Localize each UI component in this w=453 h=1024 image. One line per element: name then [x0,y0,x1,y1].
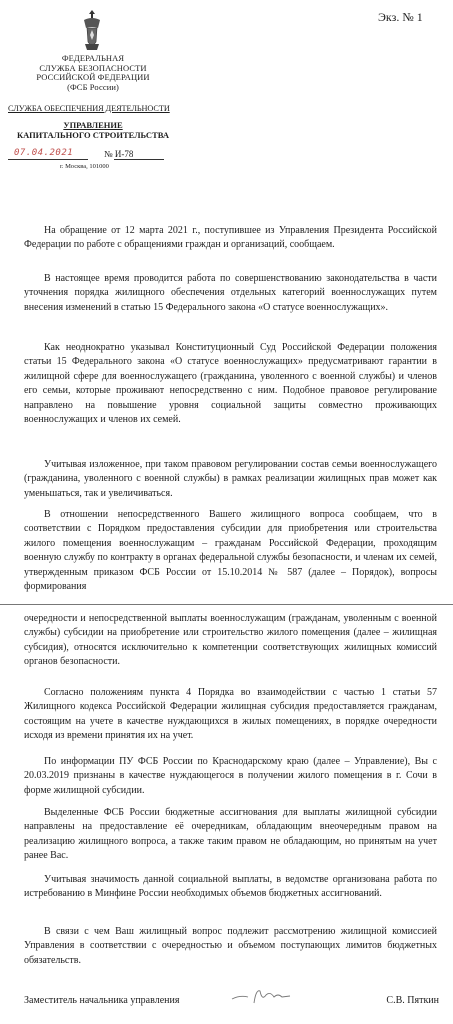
paragraph: очередности и непосредственной выплаты военнослужащим (гражданам, уволенным с военной службы) субсидии на приобретение или строительство жилого помещения (далее – жилищная субсидия), относятся исключительно к компетенции соответствующих жилищных комиссий органов безопасности. [24,613,437,668]
paragraph: На обращение от 12 марта 2021 г., поступившее из Управления Президента Российской Федерации по работе с обращениями граждан и организаций, сообщаем. [24,225,437,251]
org-line: (ФСБ России) [67,81,119,92]
copy-number: Экз. № 1 [378,10,423,24]
fsb-emblem-icon [80,8,104,52]
number-underline [114,159,164,160]
registration-number: № И-78 [104,149,134,159]
paragraph: Согласно положениям пункта 4 Порядка во взаимодействии с частью 1 статьи 57 Жилищного кодекса Российской Федерации жилищная субсидия предоставляется гражданам, состоящим на учете в качестве нуждающихся в жилых помещениях, в порядке очередности исходя из времени принятия их на учет. [24,687,437,742]
registration-date: 07.04.2021 [14,148,74,158]
paragraph: Выделенные ФСБ России бюджетные ассигнования для выплаты жилищной субсидии направлены на предоставление её очередникам, обладающим внеочередным правом на реализацию жилищного вопроса, а также таким правом не обладающим, но принятым на учет ранее Вас. [24,807,437,862]
registration-line [8,150,178,162]
city-address: г. Москва, 101000 [60,163,109,170]
org-line: РОССИЙСКОЙ ФЕДЕРАЦИИ [36,72,150,82]
paragraph: В отношении непосредственного Вашего жилищного вопроса сообщаем, что в соответствии с Порядком предоставления субсидии для приобретения или строительства жилого помещения военнослужащим – гражданам Российской Федерации, проходящим военную службу по контракту в органах федеральной службы безопасности, и членам их семей, утвержденным приказом ФСБ России от 15.10.2014 № 587 (далее – Порядок), вопросы формирования [24,509,437,593]
signatory-position: Заместитель начальника управления [24,995,180,1006]
department-name [8,120,178,140]
signatory-name: С.В. Пяткин [386,995,439,1006]
org-line: СЛУЖБА БЕЗОПАСНОСТИ [39,62,147,73]
paragraph: В настоящее время проводится работа по совершенствованию законодательства в части уточнения порядка жилищного обеспечения отдельных категорий военнослужащих путем внесения изменений в статью 15 Федерального закона «О статусе военнослужащих». [24,273,437,313]
date-underline [8,159,88,160]
department-line: КАПИТАЛЬНОГО СТРОИТЕЛЬСТВА [16,130,170,140]
paragraph: Как неоднократно указывал Конституционный Суд Российской Федерации положения статьи 15 Федерального закона «О статусе военнослужащих» предусматривают гарантии в жилищной сфере для военнослужащего (гражданина, уволенного с военной службы) и членов его семьи, которые проживают непосредственно с ним. Подобное правовое регулирование направлено на повышение уровня социальной защиты совместно проживающих военнослужащих и членов их семей. [24,342,437,426]
department-line: УПРАВЛЕНИЕ [63,120,123,130]
organization-name [8,54,178,92]
paragraph: По информации ПУ ФСБ России по Краснодарскому краю (далее – Управление), Вы с 20.03.2019 признаны в качестве нуждающегося в получении жилого помещения в г. Сочи в форме жилищной субсидии. [24,756,437,796]
org-line: ФЕДЕРАЛЬНАЯ [61,53,125,63]
page-break-line [0,604,453,605]
paragraph: В связи с чем Ваш жилищный вопрос подлежит рассмотрению жилищной комиссией Управления в соответствии с очередностью и объемом поступающих лимитов бюджетных обязательств. [24,926,437,966]
paragraph: Учитывая изложенное, при таком правовом регулировании состав семьи военнослужащего (гражданина, уволенного с военной службы) в рамках реализации жилищных прав может как уменьшаться, так и увеличиваться. [24,459,437,499]
handwritten-signature [228,985,296,1009]
service-name: СЛУЖБА ОБЕСПЕЧЕНИЯ ДЕЯТЕЛЬНОСТИ [8,104,170,113]
paragraph: Учитывая значимость данной социальной выплаты, в ведомстве организована работа по истребованию в Минфине России необходимых объемов бюджетных ассигнований. [24,874,437,900]
